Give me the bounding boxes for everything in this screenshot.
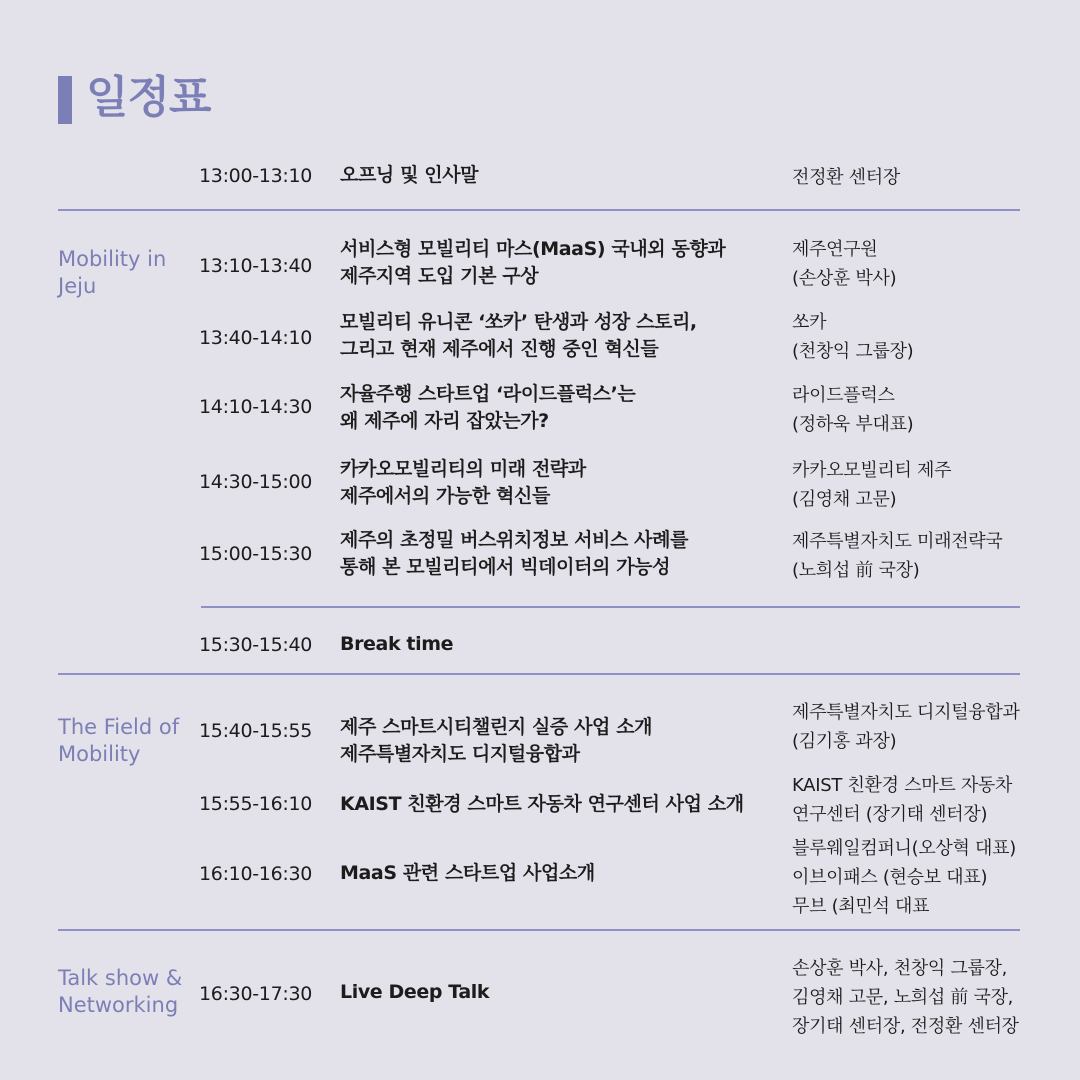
row-time: 16:10-16:30	[199, 863, 313, 885]
section-label-field-of-mobility: The Field of Mobility	[58, 715, 180, 766]
row-time: 14:10-14:30	[199, 396, 313, 418]
row-time: 15:40-15:55	[199, 720, 313, 742]
row-topic: 자율주행 스타트업 ‘라이드플럭스’는 왜 제주에 자리 잡았는가?	[340, 383, 636, 432]
row-speaker: 쏘카 (천창익 그룹장)	[792, 312, 914, 362]
sub-divider	[201, 606, 1020, 608]
row-topic: 제주의 초정밀 버스위치정보 서비스 사례를 통해 본 모빌리티에서 빅데이터의 가능성	[340, 529, 689, 578]
row-speaker: 블루웨일컴퍼니(오상혁 대표) 이브이패스 (현승보 대표) 무브 (최민석 대표	[792, 838, 1016, 917]
row-time: 13:00-13:10	[199, 165, 313, 187]
row-time: 14:30-15:00	[199, 471, 313, 493]
section-label-mobility-in-jeju: Mobility in Jeju	[58, 247, 167, 298]
row-topic: 모빌리티 유니콘 ‘쏘카’ 탄생과 성장 스토리, 그리고 현재 제주에서 진행 중인 혁신들	[340, 311, 697, 360]
row-speaker: 손상훈 박사, 천창익 그룹장, 김영채 고문, 노희섭 前 국장, 장기태 센터장, 전정환 센터장	[792, 958, 1019, 1037]
row-time: 15:30-15:40	[199, 634, 313, 656]
row-speaker: KAIST 친환경 스마트 자동차 연구센터 (장기태 센터장)	[792, 775, 1013, 825]
section-label-talk-show: Talk show & Networking	[58, 966, 183, 1017]
section-divider	[58, 929, 1020, 931]
row-speaker: 전정환 센터장	[792, 167, 900, 188]
row-speaker: 제주특별자치도 미래전략국 (노희섭 前 국장)	[792, 531, 1003, 581]
row-time: 16:30-17:30	[199, 983, 313, 1005]
row-topic: KAIST 친환경 스마트 자동차 연구센터 사업 소개	[340, 793, 744, 815]
row-time: 13:10-13:40	[199, 255, 313, 277]
row-topic: 카카오모빌리티의 미래 전략과 제주에서의 가능한 혁신들	[340, 458, 586, 507]
row-speaker: 라이드플럭스 (정하욱 부대표)	[792, 385, 914, 435]
row-topic: 오프닝 및 인사말	[340, 164, 479, 186]
row-speaker: 제주특별자치도 디지털융합과 (김기홍 과장)	[792, 702, 1020, 752]
row-speaker: 제주연구원 (손상훈 박사)	[792, 239, 897, 289]
row-time: 15:00-15:30	[199, 543, 313, 565]
row-topic: MaaS 관련 스타트업 사업소개	[340, 862, 595, 884]
row-topic: 서비스형 모빌리티 마스(MaaS) 국내외 동향과 제주지역 도입 기본 구상	[340, 238, 726, 287]
section-divider	[58, 209, 1020, 211]
row-topic: Break time	[340, 633, 454, 655]
row-time: 15:55-16:10	[199, 793, 313, 815]
row-time: 13:40-14:10	[199, 327, 313, 349]
section-divider	[58, 673, 1020, 675]
row-speaker: 카카오모빌리티 제주 (김영채 고문)	[792, 460, 952, 510]
row-topic: 제주 스마트시티챌린지 실증 사업 소개 제주특별자치도 디지털융합과	[340, 716, 653, 765]
title-accent-bar	[58, 76, 72, 124]
row-topic: Live Deep Talk	[340, 981, 490, 1003]
page-title: 일정표	[86, 72, 211, 123]
